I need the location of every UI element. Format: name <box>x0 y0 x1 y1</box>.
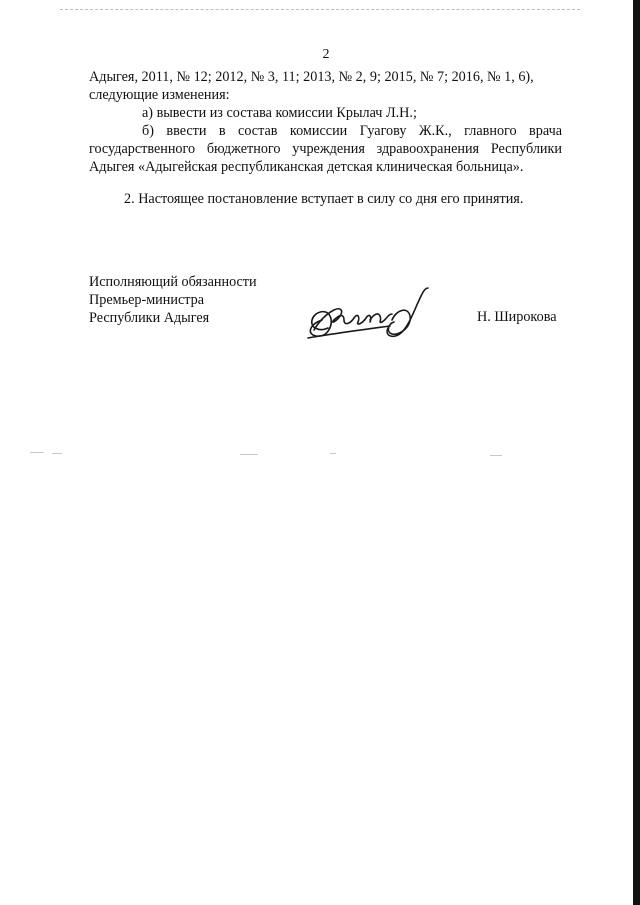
signatory-title <box>89 273 257 327</box>
scan-specks <box>30 452 510 458</box>
signatory-title-line: Республики Адыгея <box>89 310 210 326</box>
item-b-line3: Адыгея «Адыгейская республиканская детская клиническая больница». <box>89 159 524 175</box>
item-2: 2. Настоящее постановление вступает в силу со дня его принятия. <box>124 191 524 207</box>
item-b-line2: государственного бюджетного учреждения здравоохранения Республики <box>89 141 562 157</box>
signatory-title-line: Премьер-министра <box>89 292 205 308</box>
signatory-title-line: Исполняющий обязанности <box>89 274 257 290</box>
page-number: 2 <box>322 47 330 62</box>
item-a: а) вывести из состава комиссии Крылач Л.Н.; <box>142 105 417 121</box>
handwritten-signature <box>300 280 430 350</box>
scan-edge <box>633 0 640 905</box>
body-line: следующие изменения: <box>89 87 230 103</box>
scan-top-edge <box>60 9 580 10</box>
signer-name: Н. Широкова <box>477 309 557 325</box>
body-line: Адыгея, 2011, № 12; 2012, № 3, 11; 2013, № 2, 9; 2015, № 7; 2016, № 1, 6), <box>89 69 534 85</box>
item-b-line1: б) ввести в состав комиссии Гуагову Ж.К., главного врача <box>142 123 562 139</box>
